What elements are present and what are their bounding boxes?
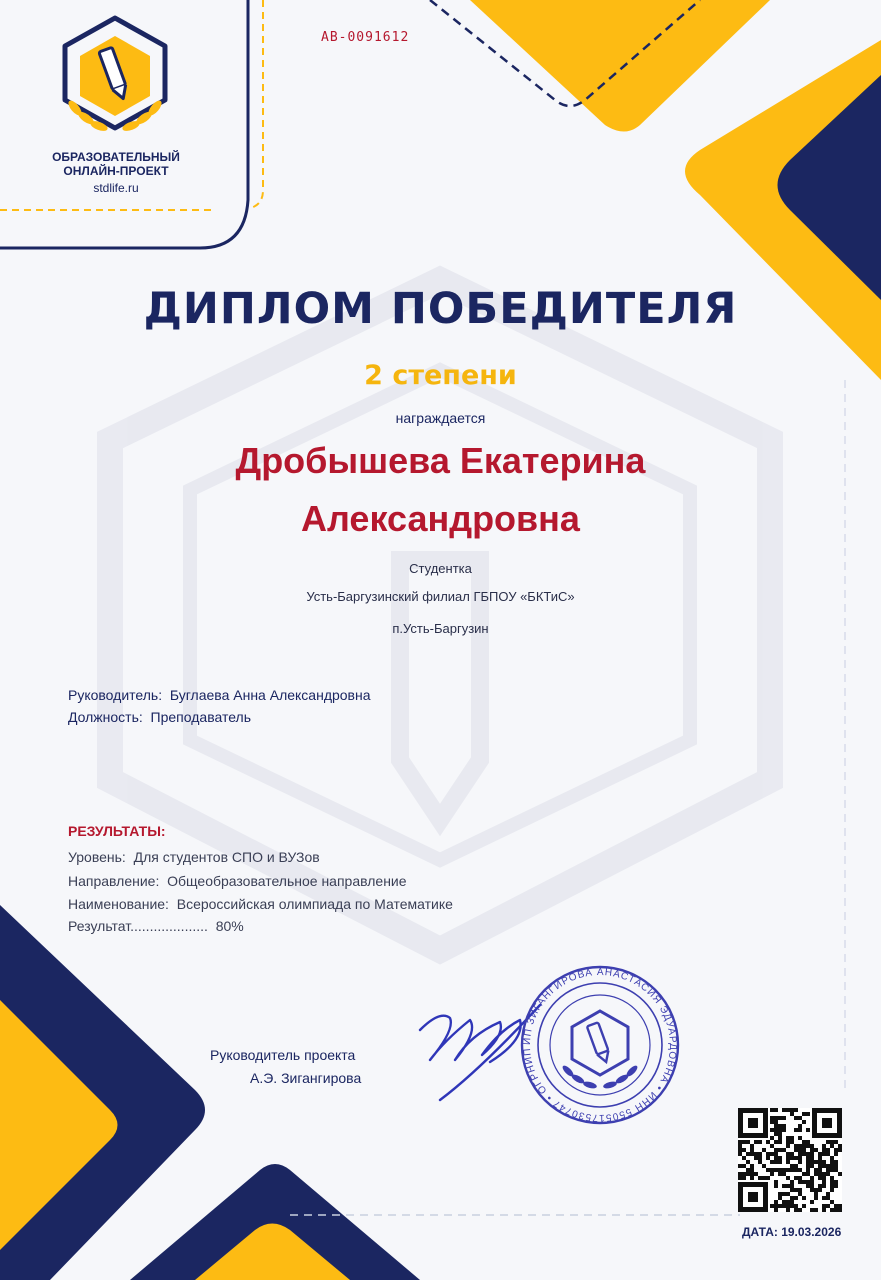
level-label: Уровень:: [68, 849, 126, 865]
logo-frame-dash-right: [250, 0, 263, 208]
svg-text:ИП ЗИГАНГИРОВА АНАСТАСИЯ ЭДУАР: [522, 967, 678, 1123]
recipient-status: Студентка: [409, 561, 472, 576]
recipient-institution: Усть-Баргузинский филиал ГБПОУ «БКТиС»: [306, 589, 575, 604]
issue-date: ДАТА: 19.03.2026: [742, 1225, 842, 1239]
top-gold-band: [470, 0, 770, 132]
diploma-serial-number: АВ-0091612: [321, 30, 410, 45]
result-level-row: [68, 849, 320, 865]
supervisor-value: Буглаева Анна Александровна: [169, 687, 371, 703]
result-direction-row: [68, 873, 407, 889]
direction-label: Направление:: [68, 873, 160, 889]
result-score-row: [68, 918, 244, 934]
direction-value: Общеобразовательное направление: [167, 873, 407, 889]
diploma-title: ДИПЛОМ ПОБЕДИТЕЛЯ: [143, 284, 738, 334]
position-row: [68, 709, 251, 725]
logo-text-line1: ОБРАЗОВАТЕЛЬНЫЙ: [52, 150, 180, 164]
recipient-name-line2: Александровна: [301, 498, 580, 539]
diploma-degree: 2 степени: [364, 360, 517, 391]
signatory-role: Руководитель проекта: [210, 1047, 356, 1063]
stamp-text: ИП ЗИГАНГИРОВА АНАСТАСИЯ ЭДУАРДОВНА • ИНН 550517530747 • ОГРНИП 317554300015520 • Г. ОМСК •: [521, 966, 679, 1124]
signatory-name: А.Э. Зигангирова: [250, 1070, 362, 1086]
results-heading: РЕЗУЛЬТАТЫ:: [68, 823, 166, 839]
result-name-row: [68, 896, 453, 912]
qr-code: [738, 1108, 842, 1212]
result-value: 80%: [215, 918, 244, 934]
project-logo-icon: [65, 18, 165, 133]
supervisor-label: Руководитель:: [68, 687, 163, 703]
organization-stamp: [522, 967, 678, 1123]
position-value: Преподаватель: [150, 709, 251, 725]
result-label: Результат....................: [68, 918, 208, 934]
name-value: Всероссийская олимпиада по Математике: [176, 896, 453, 912]
name-label: Наименование:: [68, 896, 169, 912]
supervisor-row: [68, 687, 371, 703]
awarded-text: награждается: [395, 410, 486, 426]
logo-url: stdlife.ru: [93, 181, 139, 195]
logo-text-line2: ОНЛАЙН-ПРОЕКТ: [63, 164, 169, 178]
recipient-name-line1: Дробышева Екатерина: [235, 440, 646, 481]
level-value: Для студентов СПО и ВУЗов: [133, 849, 320, 865]
position-label: Должность:: [68, 709, 143, 725]
recipient-locality: п.Усть-Баргузин: [392, 621, 489, 636]
